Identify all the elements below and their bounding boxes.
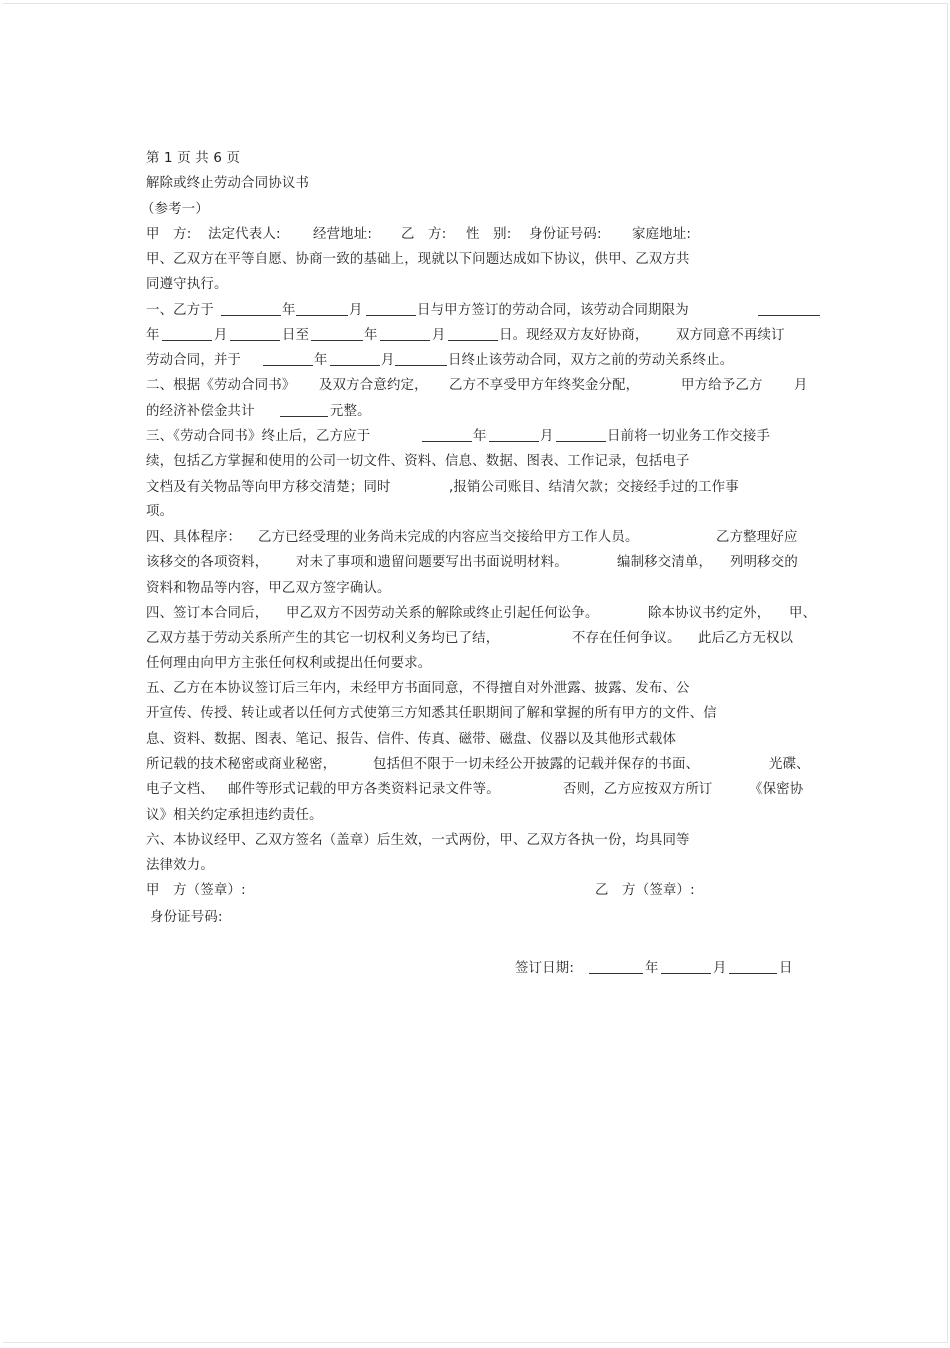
year-label: 年	[314, 353, 328, 368]
clause-6-text: 包括但不限于一切未经公开披露的记载并保存的书面、	[373, 757, 700, 772]
clause-3-line-4: 项。	[146, 504, 174, 519]
blank-field	[263, 352, 313, 366]
blank-field	[661, 960, 711, 974]
clause-2-text: 元整。	[330, 404, 371, 419]
clause-5-text: 甲、	[789, 606, 817, 621]
blank-field	[311, 327, 363, 341]
clause-6-line-2: 开宣传、传授、转让或者以任何方式使第三方知悉其任职期间了解和掌握的所有甲方的文件、信	[146, 706, 717, 721]
month-label: 月	[540, 429, 554, 444]
signing-date-label: 签订日期:	[515, 961, 575, 976]
month-label: 月	[713, 961, 727, 976]
party-jia-signature: 甲 方（签章）:	[146, 883, 246, 898]
blank-field	[366, 302, 416, 316]
document-subtitle: （参考一）	[141, 202, 209, 217]
month-label: 月	[381, 353, 395, 368]
clause-5-text: 四、签订本合同后，	[146, 606, 269, 621]
year-label: 年	[364, 328, 378, 343]
clause-2-text: 乙方不享受甲方年终奖金分配，	[449, 378, 640, 393]
gender-label: 性 别:	[466, 227, 512, 242]
blank-field	[296, 302, 348, 316]
clause-5-text: 此后乙方无权以	[698, 631, 794, 646]
clause-2-text: 甲方给予乙方	[681, 378, 763, 393]
blank-field	[448, 327, 498, 341]
clause-5-text: 乙双方基于劳动关系所产生的其它一切权利义务均已了结，	[146, 631, 500, 646]
blank-field	[395, 352, 447, 366]
clause-6-text: 邮件等形式记载的甲方各类资料记录文件等。	[228, 782, 500, 797]
month-label: 月	[794, 378, 808, 393]
clause-6-text: 光碟、	[769, 757, 810, 772]
clause-6-text: 否则，乙方应按双方所订	[563, 782, 713, 797]
blank-field	[758, 302, 820, 316]
clause-4-text: 该移交的各项资料，	[146, 555, 269, 570]
blank-field	[280, 403, 328, 417]
year-label: 年	[282, 303, 296, 318]
clause-3-line-2: 续，包括乙方掌握和使用的公司一切文件、资料、信息、数据、图表、工作记录，包括电子	[146, 454, 690, 469]
clause-3-text: ,报销公司账目、结清欠款；交接经手过的工作事	[449, 480, 739, 495]
clause-6-text: 所记载的技术秘密或商业秘密，	[146, 757, 337, 772]
blank-field	[556, 428, 606, 442]
blank-field	[422, 428, 472, 442]
month-label: 月	[432, 328, 446, 343]
document-page	[3, 3, 948, 1343]
clause-1-text: 劳动合同，并于	[146, 353, 242, 368]
party-jia-label: 甲 方:	[146, 227, 192, 242]
preamble-line-2: 同遵守执行。	[146, 277, 228, 292]
blank-field	[221, 302, 281, 316]
clause-6-line-3: 息、资料、数据、图表、笔记、报告、信件、传真、磁带、磁盘、仪器以及其他形式载体	[146, 732, 677, 747]
clause-1-text: 日终止该劳动合同，双方之前的劳动关系终止。	[448, 353, 734, 368]
party-yi-label: 乙 方:	[401, 227, 447, 242]
blank-field	[489, 428, 539, 442]
clause-1-text: 日与甲方签订的劳动合同，该劳动合同期限为	[417, 303, 689, 318]
clause-6-text: 电子文档、	[146, 782, 214, 797]
year-label: 年	[473, 429, 487, 444]
day-label: 日	[779, 961, 793, 976]
clause-5-text: 除本协议书约定外，	[648, 606, 771, 621]
clause-7-line-1: 六、本协议经甲、乙双方签名（盖章）后生效，一式两份，甲、乙双方各执一份，均具同等	[146, 833, 690, 848]
clause-5-text: 甲乙双方不因劳动关系的解除或终止引起任何讼争。	[286, 606, 599, 621]
preamble-line-1: 甲、乙双方在平等自愿、协商一致的基础上，现就以下问题达成如下协议，供甲、乙双方共	[146, 252, 690, 267]
year-label: 年	[645, 961, 659, 976]
blank-field	[230, 327, 280, 341]
page-indicator: 第 1 页 共 6 页	[146, 151, 241, 166]
clause-4-text: 乙方整理好应	[716, 530, 798, 545]
month-label: 月	[349, 303, 363, 318]
clause-4-line-3: 资料和物品等内容，甲乙双方签字确认。	[146, 581, 391, 596]
clause-6-text: 《保密协	[749, 782, 804, 797]
legal-rep-label: 法定代表人:	[208, 227, 281, 242]
clause-5-line-3: 任何理由向甲方主张任何权利或提出任何要求。	[146, 656, 432, 671]
signature-id-number: 身份证号码:	[150, 910, 223, 925]
clause-5-text: 不存在任何争议。	[572, 631, 681, 646]
blank-field	[729, 960, 777, 974]
clause-1-text: 日至	[282, 328, 310, 343]
id-number-label: 身份证号码:	[529, 227, 602, 242]
clause-4-text: 四、具体程序：	[146, 530, 242, 545]
clause-6-line-6: 议》相关约定承担违约责任。	[146, 808, 323, 823]
document-title: 解除或终止劳动合同协议书	[146, 176, 310, 191]
clause-4-text: 编制移交清单，	[617, 555, 713, 570]
blank-field	[330, 352, 380, 366]
clause-3-text: 文档及有关物品等向甲方移交清楚；同时	[146, 480, 391, 495]
clause-7-line-2: 法律效力。	[146, 858, 214, 873]
clause-3-text: 三、《劳动合同书》终止后，乙方应于	[146, 429, 371, 444]
clause-4-text: 列明移交的	[730, 555, 798, 570]
clause-1-text: 双方同意不再续订	[676, 328, 785, 343]
address-label: 经营地址:	[313, 227, 373, 242]
clause-2-text: 二、根据《劳动合同书》	[146, 378, 296, 393]
party-yi-signature: 乙 方（签章）:	[595, 883, 695, 898]
clause-3-text: 日前将一切业务工作交接手	[607, 429, 771, 444]
home-address-label: 家庭地址:	[632, 227, 692, 242]
clause-4-text: 乙方已经受理的业务尚未完成的内容应当交接给甲方工作人员。	[258, 530, 639, 545]
clause-2-text: 及双方合意约定，	[319, 378, 428, 393]
clause-4-text: 对未了事项和遗留问题要写出书面说明材料。	[296, 555, 568, 570]
clause-1-text: 一、乙方于	[146, 303, 214, 318]
blank-field	[589, 960, 643, 974]
blank-field	[162, 327, 212, 341]
month-label: 月	[214, 328, 228, 343]
clause-1-text: 日。现经双方友好协商，	[499, 328, 649, 343]
clause-2-text: 的经济补偿金共计	[146, 404, 255, 419]
clause-6-line-1: 五、乙方在本协议签订后三年内，未经甲方书面同意，不得擅自对外泄露、披露、发布、公	[146, 681, 690, 696]
blank-field	[380, 327, 430, 341]
year-label: 年	[146, 328, 160, 343]
